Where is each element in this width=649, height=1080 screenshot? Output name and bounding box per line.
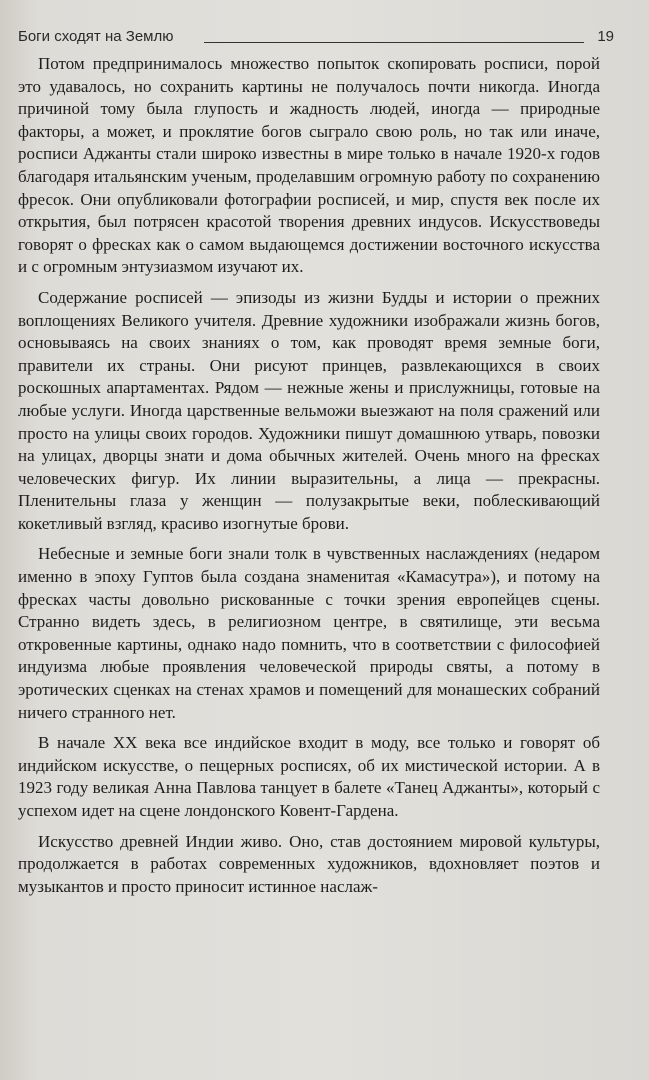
paragraph: Искусство древней Индии живо. Оно, став достоянием мировой культуры, продолжается в работах современных художников, вдохновляет поэтов и музыкантов и просто приносит истинное наслаж- <box>18 831 600 896</box>
paragraph: В начале XX века все индийское входит в моду, все только и говорят об индийском искусстве, о пещерных росписях, об их мистической истории. А в 1923 году великая Анна Павлова танцует в балете «Танец Аджанты», который с успехом идет на сцене лондонского Ковент-Гардена. <box>18 733 600 820</box>
body-text <box>18 53 600 906</box>
paragraph: Небесные и земные боги знали толк в чувственных наслаждениях (недаром именно в эпоху Гуптов была создана знаменитая «Камасутра»), и потому на фресках часты довольно рискованные с точки зрения европейцев сцены. Странно видеть здесь, в религиозном центре, в святилище, эти весьма откровенные картины, однако надо помнить, что в соответствии с философией индуизма любые проявления человеческой природы святы, а потому в эротических сценках на стенах храмов и помещений для монашеских собраний ничего странного нет. <box>18 544 600 722</box>
header-rule <box>204 42 584 43</box>
page-number: 19 <box>597 28 614 45</box>
running-head-title: Боги сходят на Землю <box>18 28 174 45</box>
paragraph: Содержание росписей — эпизоды из жизни Будды и истории о прежних воплощениях Великого учителя. Древние художники изображали жизнь богов, основываясь на своих знаниях о том, как проводят время земные боги, правители их страны. Они рисуют принцев, развлекающихся в своих роскошных апартаментах. Рядом — нежные жены и прислужницы, готовые на любые услуги. Иногда царственные вельможи выезжают на поля сражений или просто на улицы своих городов. Художники пишут домашнюю утварь, повозки на улицах, дворцы знати и дома обычных жителей. Очень много на фресках человеческих фигур. Их линии выразительны, а лица — прекрасны. Пленительны глаза у женщин — полузакрытые веки, поблескивающий кокетливый взгляд, красиво изогнутые брови. <box>18 287 600 533</box>
running-head <box>18 28 614 50</box>
paragraph: Потом предпринималось множество попыток скопировать росписи, порой это удавалось, но сохранить картины не получалось почти никогда. Иногда причиной тому была глупость и жадность людей, иногда — природные факторы, а может, и проклятие богов сыграло свою роль, но так или иначе, росписи Аджанты стали широко известны в мире только в начале 1920-х годов благодаря итальянским ученым, проделавшим огромную работу по сохранению фресок. Они опубликовали фотографии росписей, и мир, спустя век после их открытия, был потрясен красотой творения древних индусов. Искусствоведы говорят о фресках как о самом выдающемся достижении восточного искусства и с огромным энтузиазмом изучают их. <box>18 54 600 277</box>
